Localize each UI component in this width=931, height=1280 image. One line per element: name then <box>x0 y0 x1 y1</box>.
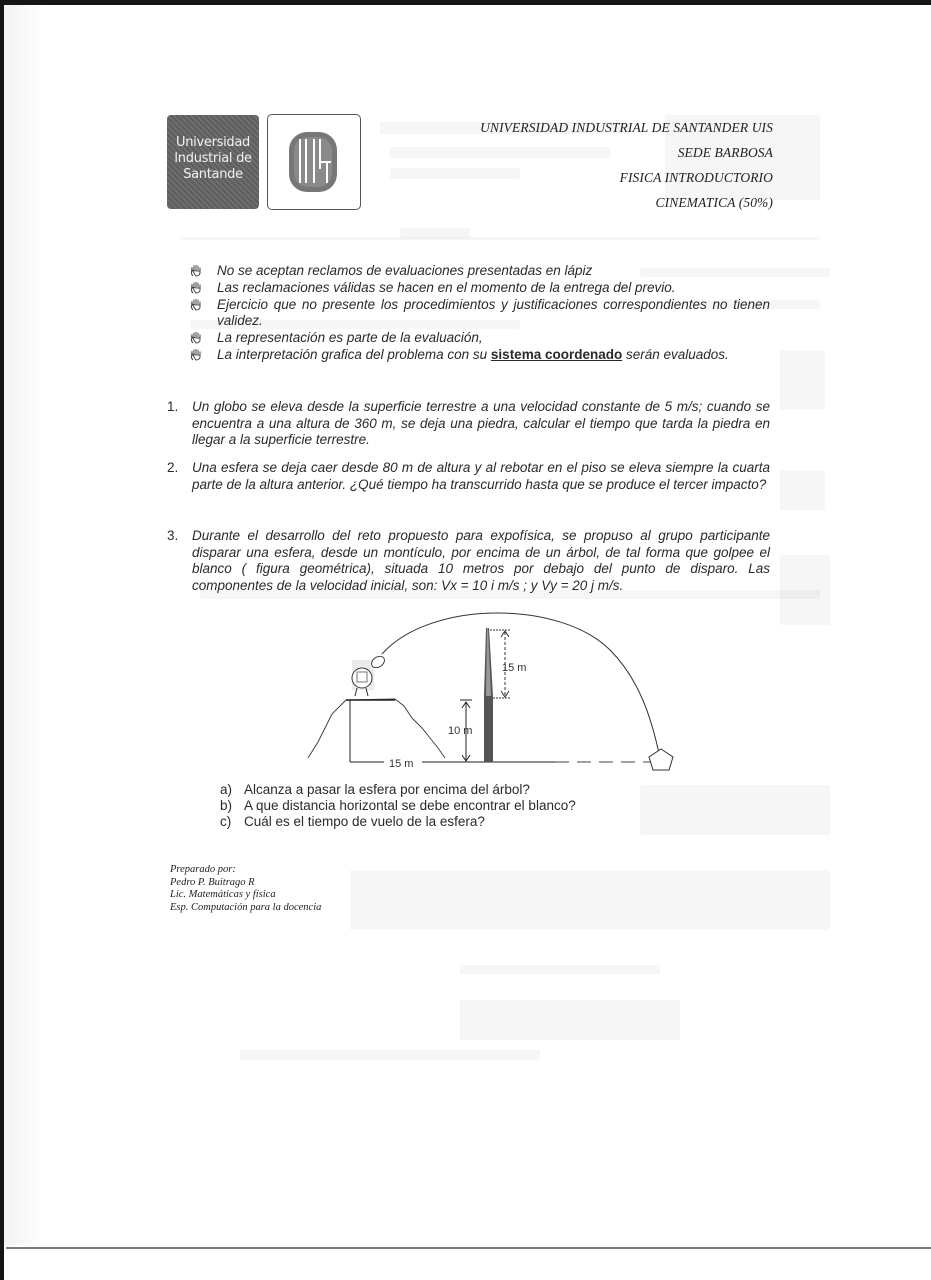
header-topic: CINEMATICA (50%) <box>655 195 773 210</box>
rule-text: La representación es parte de la evaluación, <box>217 330 483 345</box>
mound-height-label: 10 m <box>448 725 473 737</box>
prepared-by <box>170 864 321 914</box>
rules-list <box>190 263 770 364</box>
page-bottom-edge <box>6 1247 931 1249</box>
rule-text: La interpretación grafica del problema con su <box>217 347 491 362</box>
logo-line: Industrial de <box>174 151 252 166</box>
prepared-by-label: Preparado por: <box>170 864 236 875</box>
author-specialization: Esp. Computación para la docencia <box>170 901 322 913</box>
question-c <box>220 814 640 830</box>
question-a <box>220 782 640 798</box>
rule-item <box>190 297 770 329</box>
hand-icon <box>190 348 202 361</box>
header-course: FISICA INTRODUCTORIO <box>619 170 773 185</box>
question-letter: c) <box>220 814 232 829</box>
rule-text: serán evaluados. <box>622 347 729 362</box>
rule-item <box>190 347 770 363</box>
rule-text: Las reclamaciones válidas se hacen en el momento de la entrega del previo. <box>217 280 676 295</box>
problem-text: Durante el desarrollo del reto propuesto para expofísica, se propuso al grupo participante disparar una esfera, desde un montículo, por encima de un árbol, de tal forma que golpee el blanco ( figura geométrica), situada 10 metros por debajo del punto de disparo. Las componentes de la velocidad inicial, son: Vx = 10 i m/s ; y Vy = 20 j m/s. <box>192 528 770 593</box>
question-text: Cuál es el tiempo de vuelo de la esfera? <box>244 814 485 829</box>
hand-icon <box>190 281 202 294</box>
question-b <box>220 798 640 814</box>
tree-height-label: 15 m <box>502 662 527 674</box>
scan-top-border <box>0 0 931 5</box>
problem-1 <box>167 399 770 449</box>
problem-number: 1. <box>167 399 179 414</box>
projectile-figure <box>300 610 680 785</box>
cannon-icon <box>352 654 387 696</box>
question-text: Alcanza a pasar la esfera por encima del árbol? <box>244 782 530 797</box>
problem-number: 2. <box>167 460 179 475</box>
question-text: A que distancia horizontal se debe encontrar el blanco? <box>244 798 576 813</box>
page-shadow <box>4 5 44 1245</box>
hand-icon <box>190 264 202 277</box>
author-name: Pedro P. Buitrago R <box>170 876 255 888</box>
logo-line: Santande <box>183 167 243 182</box>
problem-number: 3. <box>167 528 179 543</box>
university-logo-text-block <box>167 115 259 209</box>
rule-item <box>190 263 770 279</box>
problem-2 <box>167 460 770 493</box>
hand-icon <box>190 298 202 311</box>
rule-item <box>190 330 770 346</box>
header-campus: SEDE BARBOSA <box>677 145 773 160</box>
trajectory-arc <box>382 613 660 758</box>
problem-3 <box>167 528 770 594</box>
question-letter: b) <box>220 798 233 813</box>
author-degree: Lic. Matemáticas y física <box>170 889 276 900</box>
logo-line: Universidad <box>176 135 250 150</box>
rule-emphasis: sistema coordenado <box>490 347 623 362</box>
uis-logo-icon <box>267 114 361 210</box>
horizontal-distance-label: 15 m <box>389 758 414 770</box>
rule-item <box>190 280 770 296</box>
hand-icon <box>190 331 202 344</box>
rule-text: Ejercicio que no presente los procedimientos y justificaciones correspondientes no tienen validez. <box>217 297 770 328</box>
mound <box>308 699 445 758</box>
rule-text: No se aceptan reclamos de evaluaciones presentadas en lápiz <box>217 263 593 278</box>
question-letter: a) <box>220 782 233 797</box>
problem-text: Un globo se eleva desde la superficie terrestre a una velocidad constante de 5 m/s; cuando se encuentra a una altura de 360 m, se deja una piedra, calcular el tiempo que tarda la piedra en llegar a la superficie terrestre. <box>192 399 770 447</box>
header-university: UNIVERSIDAD INDUSTRIAL DE SANTANDER UIS <box>480 120 773 135</box>
problem-text: Una esfera se deja caer desde 80 m de altura y al rebotar en el piso se eleva siempre la cuarta parte de la altura anterior. ¿Qué tiempo ha transcurrido hasta que se produce el tercer impacto? <box>192 460 770 492</box>
target-pentagon-icon <box>649 749 673 770</box>
